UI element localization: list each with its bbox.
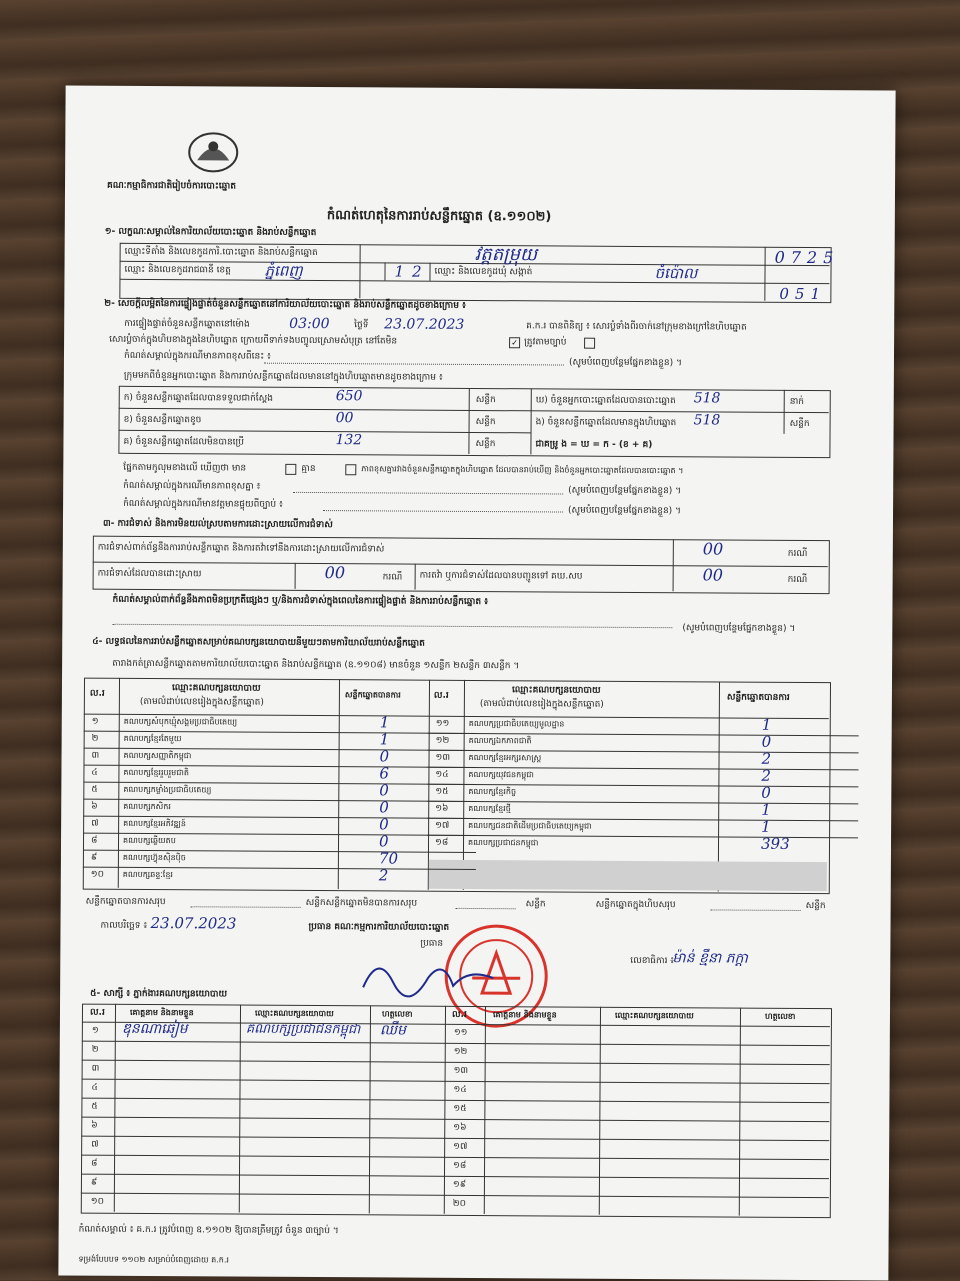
date-label: កាលបរិច្ឆេទ ៖ <box>100 920 148 931</box>
party-no: ១១ <box>435 718 450 729</box>
ok-checkbox[interactable]: ✓ <box>509 337 520 348</box>
party-votes: 0 <box>379 798 389 817</box>
party-votes: 1 <box>379 713 390 732</box>
total-valid-unit: សន្លឹក <box>305 897 326 909</box>
party-votes: 1 <box>379 730 390 749</box>
province-name: ភ្នំពេញ <box>264 261 303 280</box>
w-col-sig-right: ហត្ថលេខា <box>764 1011 796 1021</box>
party-name: គណបក្សខ្មែរតែមួយ <box>123 733 182 744</box>
witness-no: ១០ <box>90 1196 105 1207</box>
party-votes: 2 <box>378 866 389 885</box>
l-district: ឈ្មោះ និងលេខកូដឃុំ សង្កាត់ <box>434 266 533 278</box>
party-name: គណបក្សខ្មែរកិច្ច <box>468 786 517 797</box>
province-code: 12 <box>394 262 430 281</box>
s4-heading: ៤- លទ្ធផលនៃការរាប់សន្លឹកឆ្នោតសម្រាប់គណបក្សនយោបាយនីមួយៗតាមការិយាល័យរាប់សន្លឹកឆ្នោត <box>92 636 425 649</box>
objection-r3: ការតវ៉ា ឬការជំទាស់ដែលបានបញ្ជូនទៅ គឃ.សប <box>419 570 583 582</box>
col-no-right: ល.រ <box>433 690 449 701</box>
e-value: 518 <box>693 412 721 429</box>
col-no-left: ល.រ <box>89 688 105 699</box>
party-name: គណបក្សខ្មែរថ្មី <box>468 803 511 814</box>
party-no: ៥ <box>91 784 98 795</box>
party-no: ១៦ <box>435 803 449 814</box>
s5-heading: ៥- សាក្សី ៖ ភ្នាក់ងារគណបក្សនយោបាយ <box>90 988 228 1000</box>
party-no: ២ <box>91 733 99 744</box>
objection-r1: ការជំទាស់ពាក់ព័ន្ធនឹងការរាប់សន្លឹកឆ្នោត និងការតវ៉ាទៅនឹងការដោះស្រាយលើការជំទាស់ <box>97 542 385 555</box>
place-name: វត្តតម្រុយ <box>474 243 538 266</box>
party-name: គណបក្សកម្លាំងប្រជាធិបតេយ្យ <box>123 784 212 795</box>
col-party-sub-left: (តាមលំដាប់លេខរៀងក្នុងសន្លឹកឆ្នោត) <box>139 696 264 708</box>
col-votes-left: សន្លឹកឆ្នោតបានការ <box>344 690 401 700</box>
chief-label: ប្រធាន <box>420 938 444 949</box>
party-no: ៧ <box>91 818 99 829</box>
party-name: គណបក្សហ៊្វុនស៊ិនប៉ិច <box>122 852 186 863</box>
witness-no: ១៦ <box>453 1122 467 1133</box>
district-name: ចំប៉ោល <box>654 264 698 283</box>
l-ok2: គ្មាន <box>301 463 316 475</box>
w-col-no-right: ល.រ <box>451 1009 467 1020</box>
date-written: 23.07.2023 <box>150 914 237 933</box>
a-value: 650 <box>335 388 363 405</box>
witness-no: ៨ <box>91 1158 98 1169</box>
l-tail: គ.ក.រ បានពិនិត្យ ៖ សោរប្លំទាំងពីរចាក់នៅក្រុមខាងក្រៅនៃហិបឆ្នោត <box>526 321 747 333</box>
e-label: ង) ចំនួនសន្លឹកឆ្នោតដែលមានក្នុងហិបឆ្នោត <box>535 417 677 429</box>
b-label: ខ) ចំនួនសន្លឹកឆ្នោតខូច <box>123 414 202 426</box>
a-label: ក) ចំនួនសន្លឹកឆ្នោតដែលបានទទួលជាក់ស្តែង <box>123 392 273 404</box>
party-name: គណបក្សខ្មែរអភិវឌ្ឍន៍ <box>123 818 186 829</box>
s1-heading: ១- លក្ខណៈសម្គាល់នៃការិយាល័យបោះឆ្នោត និងរាប់សន្លឹកឆ្នោត <box>104 226 317 239</box>
col-party-right: ឈ្មោះគណបក្សនយោបាយ <box>511 685 601 696</box>
party-no: ៩ <box>90 852 98 863</box>
secretary-signature: ម៉ាន់ ខ្មឹនា ភក្តា <box>672 950 748 967</box>
party-no: ១៣ <box>435 752 451 763</box>
party-votes: 0 <box>761 783 771 802</box>
witness-no: ១២ <box>453 1046 468 1057</box>
party-votes: 0 <box>378 832 389 851</box>
party-name: គណបក្សឆ្លើយតប <box>123 835 176 846</box>
b-value: 00 <box>335 410 354 427</box>
place-code: 0725 <box>774 247 840 268</box>
objection-v2: 00 <box>324 563 346 583</box>
objection-unit-1: ករណី <box>787 548 808 560</box>
witness-no: ១៥ <box>453 1103 467 1114</box>
objection-v1: 00 <box>702 539 724 559</box>
l-n1: កំណត់សម្គាល់ក្នុងករណីមានភាពខុសគ្នា ៖ <box>123 480 261 492</box>
witness-no: ៦ <box>91 1120 98 1131</box>
c-value: 132 <box>335 432 363 449</box>
witness-1-signature: ឈឹម <box>379 1022 406 1039</box>
party-name: គណបក្សប្រជាធិបតេយ្យមូលដ្ឋាន <box>468 718 565 729</box>
l-commune: ឈ្មោះទីតាំង និងលេខកូដការិ.បោះឆ្នោត និងរាប់សន្លឹកឆ្នោត <box>124 246 318 259</box>
w-col-no-left: ល.រ <box>89 1007 105 1018</box>
total-invalid-label: សន្លឹកឆ្នោតមិនបានការសរុប <box>325 898 418 909</box>
w-col-party-left: ឈ្មោះគណបក្សនយោបាយ <box>254 1008 334 1019</box>
party-no: ៤ <box>91 767 98 778</box>
party-name: គណបក្សឆន្ទៈខ្មែរ <box>122 869 173 880</box>
w-col-name-right: គោត្តនាម និងនាមខ្លួន <box>492 1010 557 1020</box>
party-votes: 2 <box>761 766 772 785</box>
total-valid-label: សន្លឹកឆ្នោតបានការសរុប <box>85 896 166 908</box>
unused-rows-shade <box>429 860 827 891</box>
party-votes: 1 <box>761 715 772 734</box>
party-no: ១៥ <box>435 786 449 797</box>
party-name: គណបក្សខ្មែរអក្សរសាស្ត្រ <box>468 752 542 763</box>
witness-no: ៥ <box>91 1101 98 1112</box>
l-row2: សោរប្លំចាក់ក្នុងហិបខាងក្នុងនៃហិបឆ្នោត ក្រោយពីទាក់ទងបញ្ចូលស្រោមសំបុត្រ នៅតែមិន <box>109 334 398 347</box>
formula: ជាគម្រូ ង = ឃ = ក - (ខ + គ) <box>535 439 653 451</box>
witness-no: ១៣ <box>453 1065 469 1076</box>
party-votes: 0 <box>379 815 389 834</box>
party-no: ១ <box>91 716 99 727</box>
chief-title: ប្រធាន គណៈកម្មការការិយាល័យបោះឆ្នោត <box>308 921 450 933</box>
nec-emblem-icon <box>187 130 239 174</box>
l-ok: ត្រូវតាមច្បាប់ <box>524 337 567 348</box>
s3-heading: ៣- ការជំទាស់ និងការមិនយល់ស្របតាមការដោះស្រាយលើការជំទាស់ <box>102 518 333 531</box>
witness-no: ១៧ <box>453 1141 468 1152</box>
commission-name: គណៈកម្មាធិការជាតិរៀបចំការបោះឆ្នោត <box>107 180 236 192</box>
party-name: គណបក្សជនជាតិដើមប្រជាធិបតេយ្យកម្ពុជា <box>468 820 592 831</box>
form-sheet <box>58 85 895 1280</box>
d-unit: នាក់ <box>789 396 805 407</box>
d-label: ឃ) ចំនួនអ្នកបោះឆ្នោតដែលបានបោះឆ្នោត <box>535 395 676 407</box>
a-unit: សន្លឹក <box>475 394 496 406</box>
s3-note: កំណត់សម្គាល់ពាក់ព័ន្ធនឹងភាពមិនប្រក្រតីផ្សេងៗ ឬ/និងការជំទាស់ក្នុងពេលនៃការផ្ទៀងផ្ទាត់ និងការរាប់សន្លឹកឆ្នោត ៖ <box>112 594 489 608</box>
l-diff: ផ្នែកតាមកូលុមខាងលើ ឃើញថា មាន <box>123 462 247 474</box>
w-col-name-left: គោត្តនាម និងនាមខ្លួន <box>129 1007 194 1018</box>
d-value: 518 <box>693 390 721 407</box>
c-unit: សន្លឹក <box>475 438 496 450</box>
party-no: ៦ <box>91 801 98 812</box>
objection-unit-3: ករណី <box>787 574 808 586</box>
total-invalid-unit: សន្លឹក <box>525 899 546 910</box>
party-no: ១០ <box>90 869 105 880</box>
col-votes-right: សន្លឹកឆ្នោតបានការ <box>726 692 790 703</box>
form-title: កំណត់ហេតុនៃការរាប់សន្លឹកឆ្នោត (ឧ.១១០២) <box>326 208 552 225</box>
l-day: ថ្ងៃទី <box>354 320 369 331</box>
party-name: គណបក្សកសិករ <box>123 801 171 812</box>
party-votes: 393 <box>760 834 790 853</box>
party-votes: 70 <box>378 849 399 868</box>
footer-form: ទម្រង់បែបបទ ១១០២ សម្រាប់បំពេញដោយ គ.ក.រ <box>78 1254 229 1265</box>
party-votes: 6 <box>379 764 390 783</box>
footer-note: កំណត់សម្គាល់ ៖ គ.ក.រ ត្រូវបំពេញ ឧ.១១០២ ឱ្យបានត្រឹមត្រូវ ចំនួន ៣ច្បាប់ ។ <box>78 1224 339 1237</box>
witness-no: ១ <box>91 1025 99 1036</box>
party-name: គណបក្សយុវជនកម្ពុជា <box>468 769 534 780</box>
col-party-left: ឈ្មោះគណបក្សនយោបាយ <box>171 683 261 694</box>
diff-yes-checkbox[interactable] <box>285 464 296 475</box>
party-no: ១៨ <box>434 837 449 848</box>
chief-signature-icon <box>358 947 498 1008</box>
secretary-label: លេខាធិការ ៖ <box>630 955 675 967</box>
district-code: 051 <box>779 284 827 304</box>
party-votes: 2 <box>761 749 772 768</box>
party-no: ៣ <box>91 750 100 761</box>
l-diff2: ភាពខុសគ្នារវាងចំនួនសន្លឹកឆ្នោតក្នុងហិបឆ្នោត ដែលបានរាប់ឃើញ និងចំនួនអ្នកបោះឆ្នោតដែលបានបោះឆ្នោត ។ <box>361 464 684 476</box>
col-party-sub-right: (តាមលំដាប់លេខរៀងក្នុងសន្លឹកឆ្នោត) <box>479 699 604 710</box>
witness-no: ៣ <box>91 1063 100 1074</box>
objection-unit-2: ករណី <box>382 572 403 583</box>
witness-no: ១១ <box>453 1027 468 1038</box>
witness-no: ២០ <box>452 1198 467 1209</box>
witness-no: ២ <box>91 1044 99 1055</box>
party-votes: 0 <box>761 732 772 751</box>
party-no: ៨ <box>90 835 98 846</box>
witness-1-name: ឌុនណាឆៀម <box>121 1020 188 1038</box>
e-unit: សន្លឹក <box>789 418 810 430</box>
party-no: ១៤ <box>435 769 449 780</box>
party-votes: 0 <box>379 781 389 800</box>
witness-no: ៧ <box>91 1139 99 1150</box>
witness-no: ៩ <box>90 1177 98 1188</box>
l-time: ការផ្ទៀងផ្ទាត់ចំនួនសន្លឹកឆ្នោតនៅម៉ោង <box>124 318 250 330</box>
w-col-party-right: ឈ្មោះគណបក្សនយោបាយ <box>614 1010 694 1021</box>
objection-v3: 00 <box>702 565 724 585</box>
party-votes: 1 <box>761 800 771 819</box>
witness-no: ១៩ <box>452 1179 467 1190</box>
w-col-sig-left: ហត្ថលេខា <box>381 1009 413 1019</box>
party-name: គណបក្សខ្មែររួបរួមជាតិ <box>123 767 189 778</box>
diff-no-checkbox[interactable] <box>345 464 356 475</box>
party-votes: 1 <box>761 817 771 836</box>
party-name: គណបក្សឯកភាពជាតិ <box>468 735 532 746</box>
objection-r2: ការជំទាស់ដែលបានដោះស្រាយ <box>97 568 202 580</box>
l-n2: កំណត់សម្គាល់ក្នុងករណីមានវត្តមានផ្ទុយពីច្បាប់ ៖ <box>123 498 284 510</box>
s2-heading: ២- សេចក្តីលម្អិតនៃការផ្ទៀងផ្ទាត់ចំនួនសន្លឹកឆ្នោតនៅការិយាល័យបោះឆ្នោត និងរាប់សន្លឹកឆ្នោតដូចខាងក្រោម ៖ <box>104 298 467 311</box>
total-box-label: សន្លឹកឆ្នោតក្នុងហិបសរុប <box>595 899 676 911</box>
b-unit: សន្លឹក <box>475 416 496 428</box>
date-value: 23.07.2023 <box>384 316 465 333</box>
witness-no: ១៤ <box>453 1084 467 1095</box>
s3-fill: (សូមបំពេញបន្ថែមផ្នែកខាងខ្លួន) ។ <box>682 623 796 634</box>
s4-note: តារាងកត់ត្រាសន្លឹកឆ្នោតតាមការិយាល័យបោះឆ្នោត និងរាប់សន្លឹកឆ្នោត (ឧ.១១០៨) មានចំនួន ១សន្លឹក ២សន្លឹក ៣សន្លឹក ។ <box>112 658 520 672</box>
l-intro: ក្រុមមកពីចំនួនអ្នកបោះឆ្នោត និងការរាប់សន្លឹកឆ្នោតដែលមាននៅក្នុងហិបឆ្នោតមានដូចខាងក្រោម ៖ <box>123 370 443 383</box>
party-no: ១២ <box>435 735 450 746</box>
party-name: គណបក្សសញ្ញាតិកម្ពុជា <box>123 750 192 761</box>
l-note2: (សូមបំពេញបន្ថែមផ្នែកខាងខ្លួន) ។ <box>568 357 682 369</box>
c-label: គ) ចំនួនសន្លឹកឆ្នោតដែលមិនបានប្រើ <box>123 436 244 448</box>
l-fill-2: (សូមបំពេញបន្ថែមផ្នែកខាងខ្លួន) ។ <box>568 505 682 517</box>
witness-1-party: គណបក្សប្រជាជនកម្ពុជា <box>245 1021 361 1038</box>
party-no: ១៧ <box>435 820 450 831</box>
time-value: 03:00 <box>289 315 330 333</box>
witness-no: ១៨ <box>453 1160 467 1171</box>
party-votes: 0 <box>379 747 390 766</box>
l-note: កំណត់សម្គាល់ក្នុងករណីមានភាពខុសពីនេះ ៖ <box>123 350 272 362</box>
party-name: គណបក្សសំបុកឃ្មុំសង្គមប្រជាធិបតេយ្យ <box>123 716 238 727</box>
no-checkbox[interactable] <box>584 338 595 349</box>
l-fill-1: (សូមបំពេញបន្ថែមផ្នែកខាងខ្លួន) ។ <box>568 485 682 497</box>
party-name: គណបក្សប្រជាជនកម្ពុជា <box>467 837 539 848</box>
witness-no: ៤ <box>91 1082 98 1093</box>
l-province: ឈ្មោះ និងលេខកូដរាជធានី ខេត្ត <box>124 264 231 276</box>
total-box-unit: សន្លឹក <box>805 901 826 912</box>
